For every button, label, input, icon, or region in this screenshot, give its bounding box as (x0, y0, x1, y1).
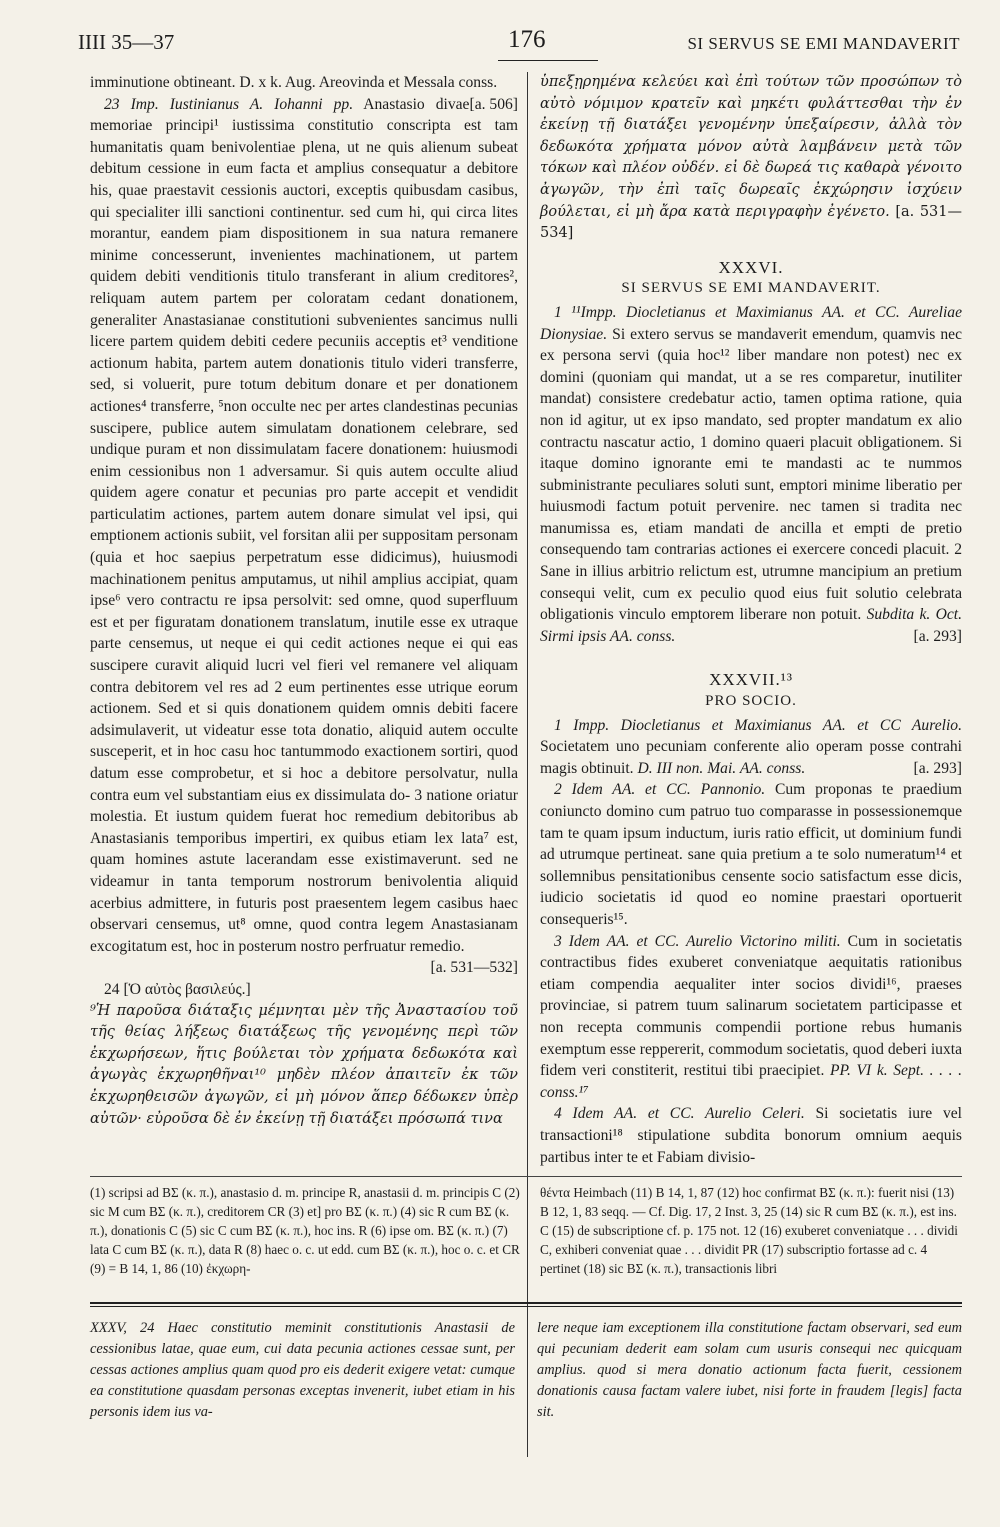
header-rule (498, 60, 598, 61)
footnotes-right: θέντα Heimbach (11) B 14, 1, 87 (12) hoc confirmat BΣ (κ. π.): fuerit nisi (13) B 12, 1, 83 seqq. — Cf. Dig. 17, 2 Inst. 3, 25 (14) sic R cum BΣ (κ. π.), est ins. C (15) de subscriptione cf. p. 175 not. 12 (16) exuberet conveniatque . . . dividi C, exhiberi conveniat quae . . . dividit PR (17) subscriptio fortasse ad c. 4 pertinet (18) sic BΣ (κ. π.), transactionis libri (540, 1185, 958, 1276)
section-title: PRO SOCIO. (705, 693, 797, 710)
law-37-3 (540, 931, 962, 1104)
law-37-4 (540, 1103, 962, 1168)
header-section-ref: IIII 35—37 (78, 30, 175, 54)
footnote-rule (90, 1176, 962, 1177)
paragraph-text: imminutione obtineant. D. x k. Aug. Areovinda et Messala conss. (90, 74, 498, 91)
section-number: XXXVII.¹³ (709, 670, 793, 690)
law-text: Si extero servus se mandaverit emendum, quamvis nec ex persona servi (quia hoc¹² liber mandare non potest) nec ex domini (quoniam qui mandat, ut a se res comparetur, inutiliter mandat) consistere credebatur actio, tamen optima ratione, quia non id agitur, ut ex ipso mandato, sed propter mandatum ex alio contractu nascatur actio, 1 domino quaeri placuit obligationem. Si itaque domino ignorante emi te mandasti ac te nummos subministrante peculiares soluti sunt, emptori minime liberatio per huiusmodi factum potuit pervenire. nec tamen si tradita nec manumissa es, etiam mandati de ancilla et empti de pretio consequendo tam contrarias actiones ei exercere concedi placuit. 2 Sane in illius arbitrio relictum est, utrumne mancipium an pretium consequi velit, cum ex peculio quod eius fuit solutio celebrata obligationis vinculo emptorem liberare non potuit. (540, 325, 962, 624)
footnotes-left: (1) scripsi ad BΣ (κ. π.), anastasio d. m. principe R, anastasii d. m. principis C (2) sic M cum BΣ (κ. π.), creditorem CR (3) et] pro BΣ (κ. π.) (4) sic R cum BΣ (κ. π.), donationis C (5) sic C cum BΣ (κ. π.), hoc ins. R (6) ipse om. BΣ (κ. π.) (7) lata C cum BΣ (κ. π.), data R (8) haec o. c. ut edd. cum BΣ (κ. π.), hoc o. c. et CR (9) = B 14, 1, 86 (10) ἐκχωρη- (90, 1185, 520, 1276)
law-23 (90, 94, 518, 958)
subscription: D. III non. Mai. AA. conss. (637, 759, 806, 777)
year-ref: [a. 293] (913, 759, 962, 777)
running-header (78, 18, 960, 62)
subscription: PP. VI k. Sept. . . . . conss.¹⁷ (540, 1062, 962, 1101)
commentary-divider (527, 1312, 528, 1442)
left-column (90, 72, 518, 1130)
commentary-rule (90, 1302, 962, 1304)
law-heading: 23 Imp. Iustinianus A. Iohanni pp. (104, 95, 354, 113)
law-heading: 3 Idem AA. et CC. Aurelio Victorino militi. (554, 932, 841, 950)
greek-text: ὑπεξῃρημένα κελεύει καὶ ἐπὶ τούτων τῶν προσώπων τὸ αὐτὸ νόμιμον κρατεῖν καὶ μηκέτι φυλάττεσθαι τὴν ἐν ἐκείνῃ τῇ διατάξει γενομένην ὑπεξαίρεσιν, ἀλλὰ τὸν δεδωκότα χρήματα μόνον αὐτὰ λαμβάνειν μετὰ τῶν τόκων καὶ πλέον οὐδέν. εἰ δὲ δωρεά τις καθαρὰ γένοιτο ἀγωγῶν, τὴν ἐπὶ ταῖς δωρεαῖς ἐκχώρησιν ἰσχύειν βούλεται, εἰ μὴ ἄρα κατὰ περιγραφὴν ἐγένετο. (540, 74, 962, 220)
section-title: SI SERVUS SE EMI MANDAVERIT. (621, 280, 881, 297)
law-heading: 4 Idem AA. et CC. Aurelio Celeri. (554, 1105, 805, 1123)
law-24-greek-text: ⁹Ἡ παροῦσα διάταξις μέμνηται μὲν τῆς Ἀναστασίου τοῦ τῆς θείας λήξεως διατάξεως τῆς γενομένης περὶ τῶν ἐκχωρήσεων, ἥτις βούλεται τὸν χρήματα δεδωκότα καὶ ἀγωγὰς ἐκχωρηθῆναι¹⁰ μηδὲν πλέον ἀπαιτεῖν ἐκ τῶν ἐκχωρηθεισῶν ἀγωγῶν, εἰ μὴ μόνον ἅπερ δέδωκεν ὑπὲρ αὐτῶν· εὐροῦσα δὲ ἐν ἐκείνῃ τῇ διατάξει πρόσωπά τινα (90, 1002, 518, 1127)
law-24-heading: 24 [Ὁ αὐτὸς βασιλεύς.] (104, 980, 251, 998)
page-number: 176 (508, 26, 546, 53)
commentary-left: XXXV, 24 Haec constitutio meminit constitutionis Anastasii de cessionibus latae, quae eum, cui data pecunia actiones cessae sunt, per cessas actiones amplius quam quod pro eis dederit exigere vetat: cumque ea constitutione quasdam personas exceptas invenerit, iubet etiam in his personis idem ius va- (90, 1320, 515, 1420)
law-text: Cum in societatis contractibus fides exuberet conveniatque aequitatis rationibus etiam compendia aequaliter inter socios dividi¹⁶, praeses provinciae, si patrem tuum salinarum societatem participasse et non recepta communis compendii portione rebus humanis exemptum esse reppererit, commodum societatis, quod deberi iuxta fidem veri constiterit, restitui tibi praecipiet. (540, 932, 963, 1080)
law-heading: 2 Idem AA. et CC. Pannonio. (554, 781, 766, 799)
header-title: SI SERVUS SE EMI MANDAVERIT (687, 34, 960, 53)
subscription: Subdita k. Oct. Sirmi ipsis AA. conss. (540, 606, 962, 645)
law-37-1 (540, 715, 962, 780)
law-text: Societatem uno pecuniam conferente alio operam posse contrahi magis obtinuit. (540, 738, 962, 777)
law-36-1 (540, 302, 962, 648)
greek-continuation (540, 72, 962, 245)
section-number: XXXVI. (718, 257, 784, 277)
law-text: Anastasio divae memoriae principi¹ iustissima constitutio conscripta est tam humanitatis quam benivolentiae plena, ut ne quis alienum subeat debitum cessione in eum facta et amplius consequatur a debitore his, quae praestavit cessionis auctori, exceptis quibusdam casibus, qui specialiter illi sanctioni continentur. sed cum hi, qui circa lites morantur, eandem piam dispositionem in sua natura remanere minime concesserunt, invenientes machinationem, ut partem quidem debiti venditionis titulo transferant in alium creditores², reliquam autem partem per coloratam cedant donationem, generaliter Anastasianae constitutioni subvenientes sancimus nulli licere partem quidem debiti cedere pecuniis acceptis et³ venditione actionum habita, partem autem donationis titulo videri transferre, sed, si voluerit, pure totum debitum donare et per donationem actiones⁴ transferre, ⁵non occulte nec per artes clandestinas pecunias suscipere, publice autem simulatam donationem celebrare, sed undique puram et non dissimulatam facere donationem: huiusmodi enim cessionibus non 1 adversamur. Si quis autem occulte aliud quidem agere conatur et pecunias pro parte accepit et vendidit particulatim actiones, partem autem donare simulat vel ipsi, qui emptionem actionis subiit, vel forsitan alii per suppositam personam (quia et hoc saepius perpetratum esse didicimus), huiusmodi machinationem penitus amputamus, ut nihil amplius accipiat, quam ipse⁶ vero contractu re ipsa persolvit: sed omne, quod superfluum est et per figuratam donationem translatum, inutile esse ex utraque parte censemus, ut neque ei qui cedit actiones neque ei qui eas suscipere curavit aliquid lucri vel fieri vel remanere vel aliquam contra debitorem vel res ad 2 eum pertinentes esse utrique eorum actionem. Sed et si quis donationem quidem omnis debiti facere adsimulaverit, ut videatur esse tota donatio, aliquid autem occulte susceperit, et in hoc casu hoc tantummodo exactionem sortiri, quod datum esse comprobetur, et si hoc a debitore persolvatur, nulla contra eum vel substantiam eius ex dissimulata do- 3 natione oriatur molestia. Et iustum quidem fuerat hoc remedium debitoribus ab Anastasianis temporibus impertiri, ex quibus etiam lex lata⁷ est, quam homines astute lacerandam esse existimaverunt. sed ne videamur in tanta temporum nostrorum benivolentia aliquid acerbius admittere, in futuris post praesentem legem casibus haec observari censemus, ut⁸ omne, quod contra legem Anastasianam excogitatum est, hoc in posterum nostro perfruatur remedio. (90, 95, 518, 955)
year-ref: [a. 531—532] (430, 959, 518, 977)
law-heading: 1 Impp. Diocletianus et Maximianus AA. et CC Aurelio. (554, 716, 962, 734)
year-ref: [a. 506] (469, 95, 518, 113)
law-heading: 1 ¹¹Impp. Diocletianus et Maximianus AA. et CC. Aureliae Dionysiae. (540, 303, 962, 343)
column-divider (527, 72, 528, 1457)
year-ref: [a. 531—534] (540, 203, 962, 242)
law-text: Si societatis iure vel transactioni¹⁸ stipulatione subdita bonorum omnium aequis partibus inter te et Fabiam divisio- (540, 1105, 962, 1166)
year-ref: [a. 293] (913, 627, 962, 645)
commentary-rule (90, 1306, 962, 1307)
commentary-right: lere neque iam exceptionem illa constitutione factam observari, sed eum qui pecuniam dederit eam solam cum usuris consequi nec quicquam amplius. quod si mera donatio actionum facta fuerit, cessionem donationis causa factam valere iubet, nisi forte in fraudem [legis] facta sit. (537, 1320, 962, 1420)
law-37-2 (540, 779, 962, 930)
right-column (540, 72, 962, 1168)
law-text: Cum proponas te praedium coniuncto domino cum patruo tuo comparasse in possessionemque tam te quam ipsum inductum, iuris ratio efficit, ut dominium fundi ad utrumque pertineat. sane quia pretium a te solo numeratum¹⁴ et sollemnibus pensitationibus censente socio satisfactum esse dicis, iudicio societatis id quod eo nomine praestari oportuerit consequeris¹⁵. (540, 781, 962, 928)
